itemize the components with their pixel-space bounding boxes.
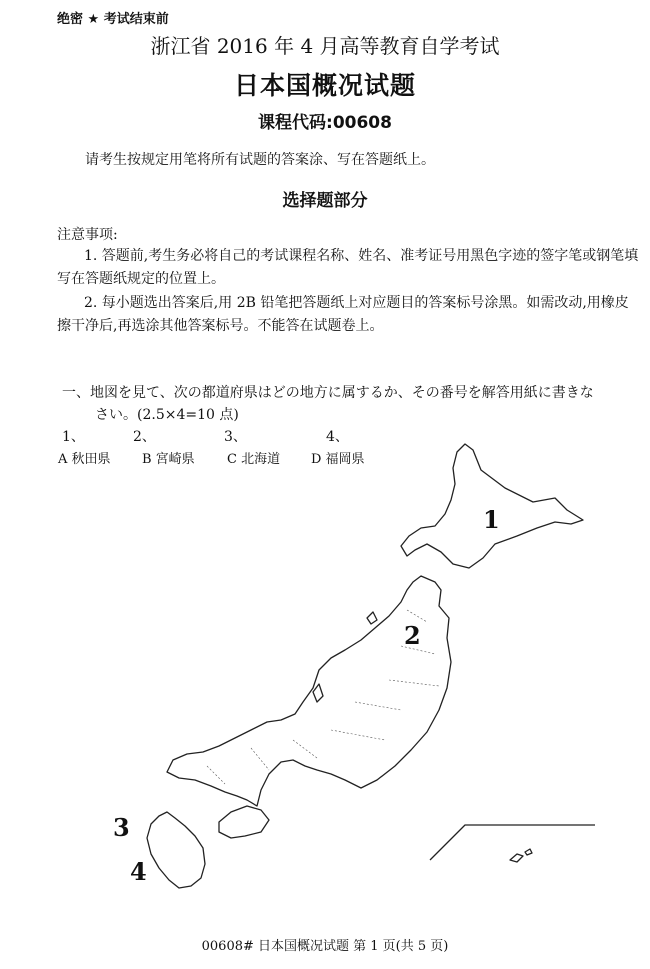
question-1-prompt: 一、地図を見て、次の都道府県はどの地方に属するか、その番号を解答用紙に書きな [62, 385, 594, 401]
exam-title: 浙江省 2016 年 4 月高等教育自学考试 [150, 34, 500, 58]
option-a: A 秋田県 [58, 452, 111, 467]
map-label-3: 3 [113, 813, 130, 842]
note-item-2: 2. 每小题选出答案后,用 2B 铅笔把答题纸上对应题目的答案标号涂黑。如需改动,用橡皮擦干净后,再选涂其他答案标号。不能答在试题卷上。 [57, 295, 629, 334]
answer-blank-4: 4、 [326, 429, 349, 445]
section-title: 选择题部分 [282, 191, 368, 211]
map-label-2: 2 [404, 621, 421, 650]
option-d: D 福岡県 [311, 452, 365, 467]
note-item-1: 1. 答题前,考生务必将自己的考试课程名称、姓名、准考证号用黑色字迹的签字笔或钢笔填写在答题纸规定的位置上。 [57, 248, 639, 287]
answer-blank-3: 3、 [224, 429, 247, 445]
confidential-mark: 绝密 ★ 考试结束前 [57, 12, 169, 27]
course-code: 课程代码:00608 [258, 113, 392, 133]
answer-blank-2: 2、 [133, 429, 156, 445]
answer-blank-1: 1、 [62, 429, 85, 445]
shikoku-outline [219, 806, 269, 838]
okinawa-islands [510, 849, 532, 862]
page-footer: 00608# 日本国概况试题 第 1 页(共 5 页) [201, 939, 449, 954]
subject-title: 日本国概况试题 [233, 71, 416, 100]
sado-island [367, 612, 377, 624]
question-1-prompt-cont: さい。(2.5×4=10 点) [95, 407, 239, 423]
japan-map [55, 440, 595, 900]
notes-heading: 注意事项: [57, 227, 118, 243]
inset-box [430, 825, 595, 860]
map-label-4: 4 [130, 857, 147, 886]
noto-peninsula [313, 684, 323, 702]
kyushu-outline [147, 812, 205, 888]
option-c: C 北海道 [227, 452, 281, 467]
map-label-1: 1 [483, 505, 500, 534]
option-b: B 宮崎県 [142, 452, 195, 467]
answer-instruction: 请考生按规定用笔将所有试题的答案涂、写在答题纸上。 [85, 152, 435, 168]
